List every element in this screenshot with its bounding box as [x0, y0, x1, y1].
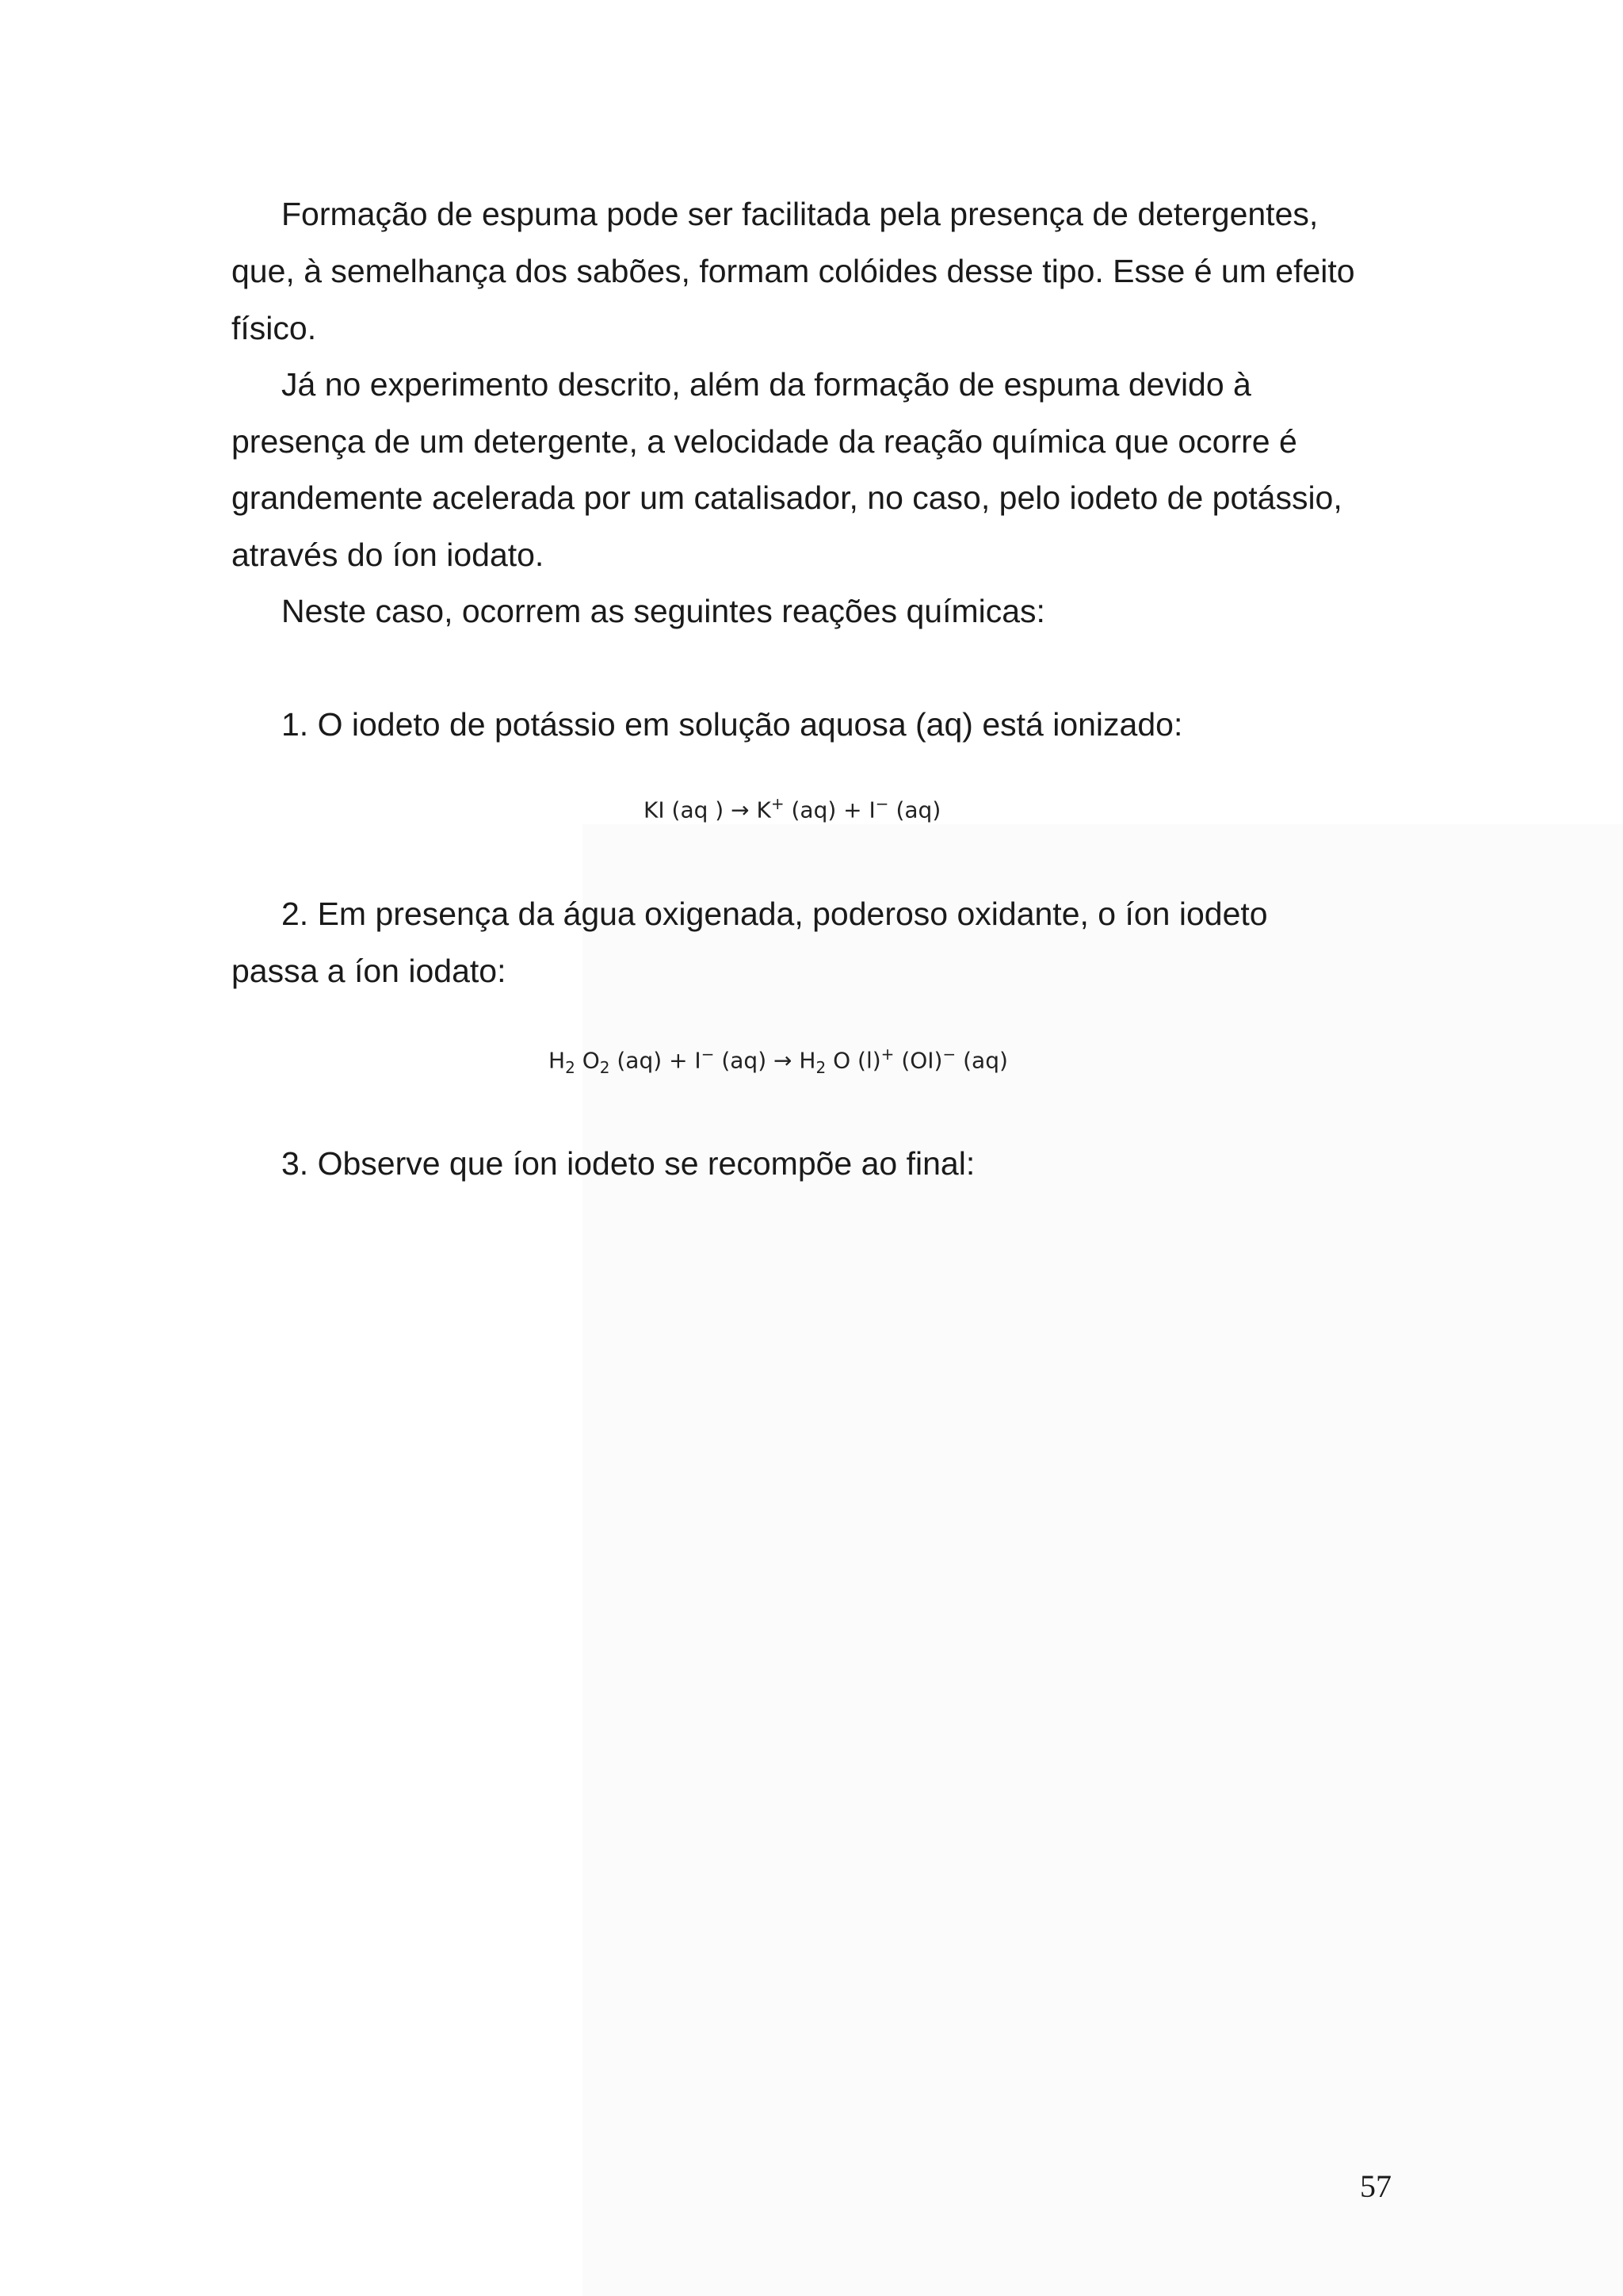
paragraph-line: Neste caso, ocorrem as seguintes reações químicas:: [281, 593, 1045, 629]
list-item-3: 3. Observe que íon iodeto se recompõe ao final:: [281, 1145, 976, 1182]
paragraph-line: que, à semelhança dos sabões, formam colóides desse tipo. Esse é um efeito: [231, 253, 1355, 289]
paragraph-line: físico.: [231, 310, 317, 346]
equation-2: $H_2$ $O_2$ (aq) + I− $(aq) \to H_2$ O (l)+ (OI)− (aq): [548, 1045, 1008, 1077]
list-item-1: 1. O iodeto de potássio em solução aquosa (aq) está ionizado:: [281, 706, 1183, 743]
list-item-2: 2. Em presença da água oxigenada, poderoso oxidante, o íon iodeto: [281, 896, 1268, 932]
paragraph-line: grandemente acelerada por um catalisador, no caso, pelo iodeto de potássio,: [231, 479, 1342, 516]
paragraph-line: através do íon iodato.: [231, 537, 544, 573]
equation-1: KI (aq ) → K+ (aq) + I− (aq): [643, 794, 941, 823]
paragraph-line: Já no experimento descrito, além da formação de espuma devido à: [281, 366, 1251, 403]
list-item-2-continuation: passa a íon iodato:: [231, 953, 506, 989]
paragraph-line: presença de um detergente, a velocidade da reação química que ocorre é: [231, 423, 1297, 460]
page-number: 57: [1360, 2168, 1392, 2204]
paragraph-line: Formação de espuma pode ser facilitada pela presença de detergentes,: [281, 196, 1319, 232]
